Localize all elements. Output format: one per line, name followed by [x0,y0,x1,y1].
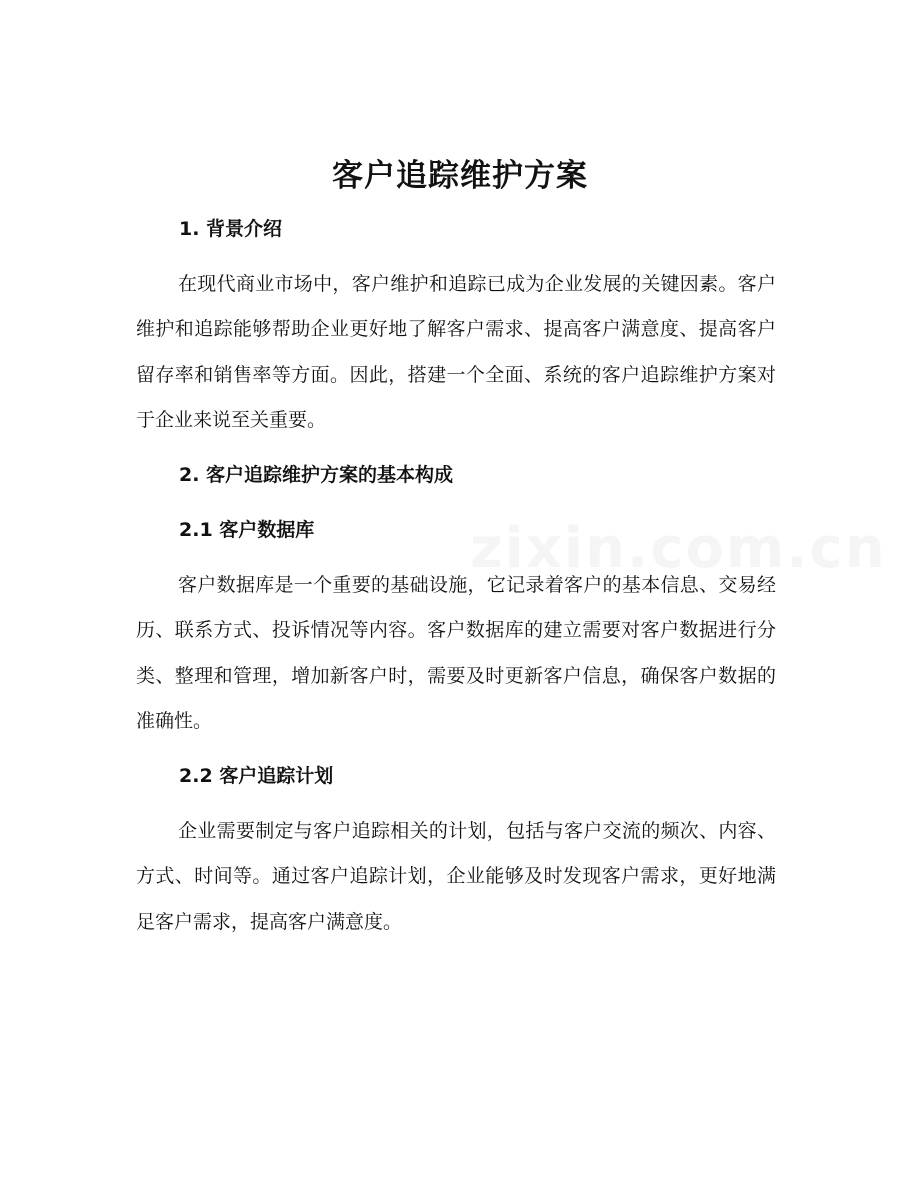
section-paragraph-customer-database: 客户数据库是一个重要的基础设施，它记录着客户的基本信息、交易经历、联系方式、投诉情况等内容。客户数据库的建立需要对客户数据进行分类、整理和管理，增加新客户时，需要及时更新客户信息，确保客户数据的准确性。 [136,574,776,733]
section-paragraph-background: 在现代商业市场中，客户维护和追踪已成为企业发展的关键因素。客户维护和追踪能够帮助企业更好地了解客户需求、提高客户满意度、提高客户留存率和销售率等方面。因此，搭建一个全面、系统的客户追踪维护方案对于企业来说至关重要。 [136,273,776,432]
section-paragraph-tracking-plan: 企业需要制定与客户追踪相关的计划，包括与客户交流的频次、内容、方式、时间等。通过客户追踪计划，企业能够及时发现客户需求，更好地满足客户需求，提高客户满意度。 [136,820,776,933]
section-heading-background: 1. 背景介绍 [179,218,283,240]
section-heading-tracking-plan: 2.2 客户追踪计划 [179,765,334,787]
section-heading-components: 2. 客户追踪维护方案的基本构成 [179,464,454,486]
watermark-text: zixin.com.cn [470,516,887,581]
document-title: 客户追踪维护方案 [332,158,588,194]
section-heading-customer-database: 2.1 客户数据库 [179,519,315,541]
